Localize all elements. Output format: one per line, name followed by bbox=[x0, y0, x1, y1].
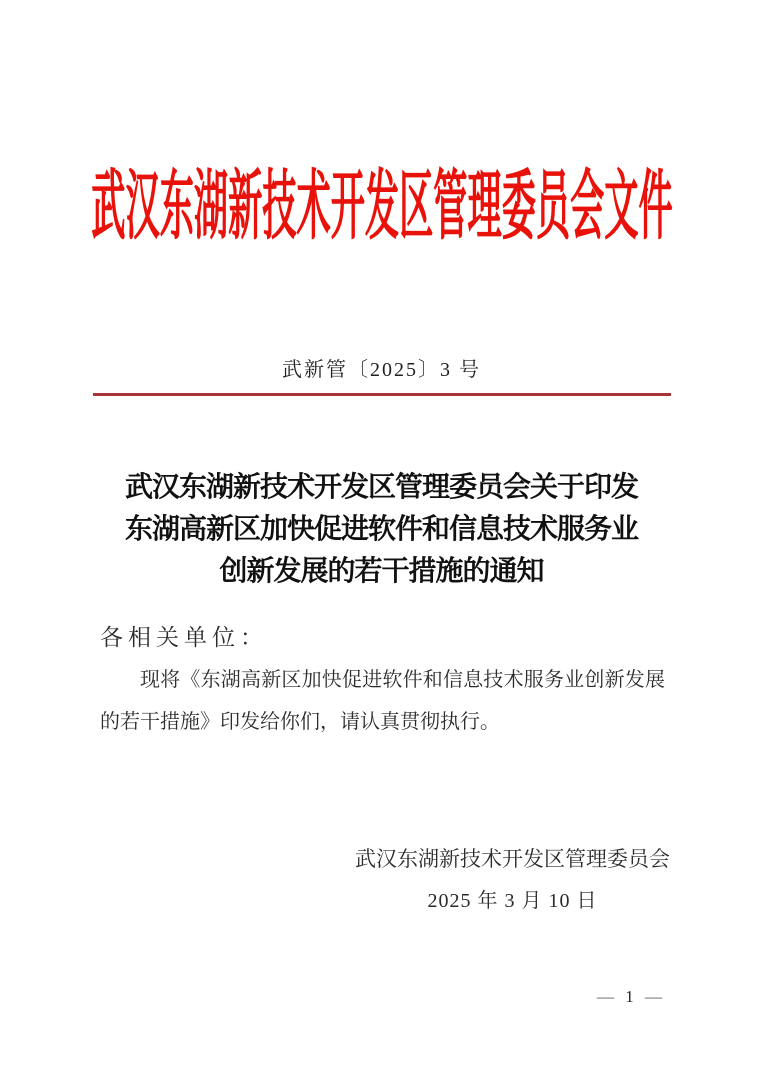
red-divider-rule bbox=[93, 393, 671, 396]
page-number: 1 bbox=[625, 987, 635, 1006]
document-title-line-2: 东湖高新区加快促进软件和信息技术服务业 bbox=[124, 514, 638, 545]
body-paragraph: 现将《东湖高新区加快促进软件和信息技术服务业创新发展的若干措施》印发给你们，请认真贯彻执行。 bbox=[100, 669, 665, 733]
page-number-footer bbox=[592, 988, 668, 1006]
letterhead-title: 武汉东湖新技术开发区管理委员会文件 bbox=[90, 165, 673, 249]
signature-block bbox=[355, 838, 670, 922]
document-body bbox=[100, 617, 665, 743]
document-title bbox=[0, 467, 763, 593]
issuing-authority-signature: 武汉东湖新技术开发区管理委员会 bbox=[355, 847, 670, 871]
footer-dash-right: — bbox=[645, 987, 663, 1006]
letterhead-banner bbox=[0, 167, 763, 247]
salutation: 各相关单位： bbox=[100, 625, 268, 650]
document-title-line-1: 武汉东湖新技术开发区管理委员会关于印发 bbox=[124, 472, 638, 503]
document-reference-number: 武新管〔2025〕3 号 bbox=[282, 359, 481, 381]
footer-dash-left: — bbox=[597, 987, 615, 1006]
issue-date: 2025 年 3 月 10 日 bbox=[427, 890, 598, 912]
document-title-line-3: 创新发展的若干措施的通知 bbox=[219, 556, 544, 587]
